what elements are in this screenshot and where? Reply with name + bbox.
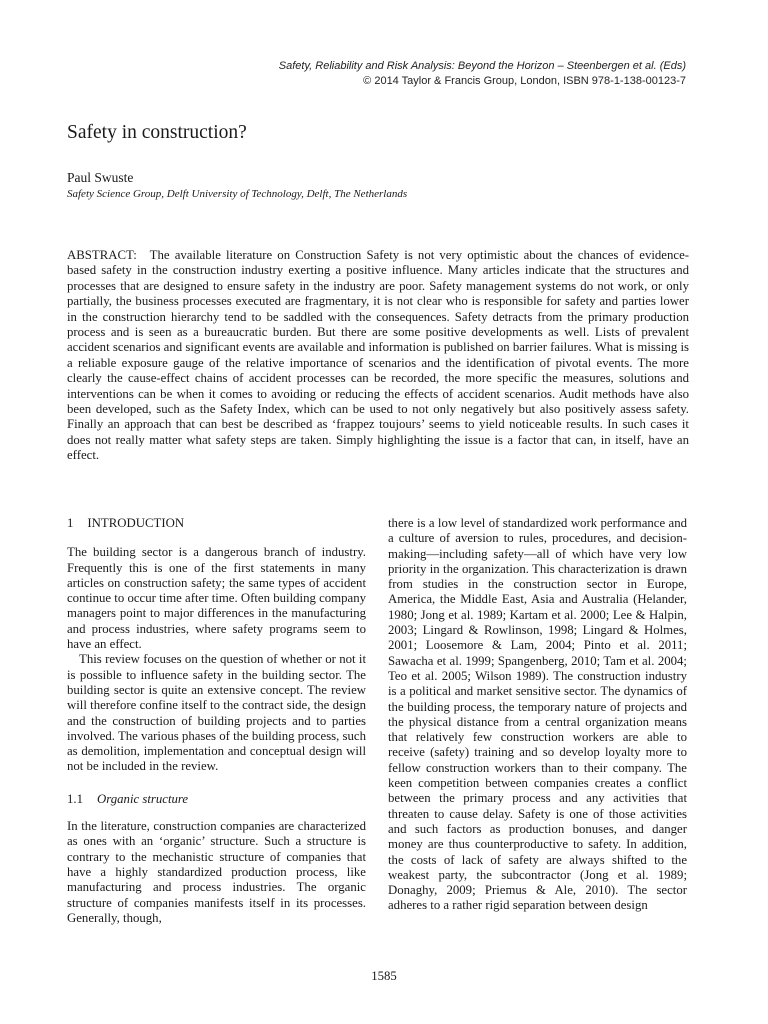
- organic-structure-paragraph: In the literature, construction companies are characterized as ones with an ‘organic’ structure. Such a structure is contrary to the mechanistic structure of companies that have a highly standardized production process, like manufacturing and process industries. The organic structure of companies manifests itself in its processes. Generally, though,: [67, 819, 366, 925]
- intro-paragraph-2: This review focuses on the question of whether or not it is possible to influence safety in the building sector. The building sector is quite an extensive concept. The review will therefore confine itself to the contract side, the design and the construction of building projects and to parties involved. The various phases of the building process, such as demolition, implementation and conceptual design will not be included in the review.: [67, 652, 367, 774]
- subsection-number: 1.1: [67, 791, 83, 806]
- author-affiliation: Safety Science Group, Delft University of Technology, Delft, The Netherlands: [67, 188, 408, 200]
- intro-paragraph-1: The building sector is a dangerous branch of industry. Frequently this is one of the first statements in many articles on construction safety; the same types of accident continue to occur time after time. Often building company managers point to major differences in the manufacturing and process industries, where safety programs seem to have an effect.: [67, 545, 366, 652]
- header-volume-line: Safety, Reliability and Risk Analysis: Beyond the Horizon – Steenbergen et al. (Eds): [278, 60, 686, 72]
- right-column-paragraph: there is a low level of standardized work performance and a culture of aversion to rules, procedures, and decision-making—including safety—all of which have very low priority in the organization. This characterization is drawn from studies in the construction sector in Europe, America, the Middle East, Asia and Australia (Helander, 1980; Jong et al. 1989; Kartam et al. 2000; Lee & Halpin, 2003; Lingard & Rowlinson, 1998; Lingard & Holmes, 2001; Loosemore & Lam, 2004; Pinto et al. 2011; Sawacha et al. 1999; Spangenberg, 2010; Tam et al. 2004; Teo et al. 2005; Wilson 1989). The construction industry is a political and market sensitive sector. The dynamics of the building process, the temporary nature of projects and the physical distance from a central organization means that relatively few construction workers are able to receive (safety) training and so develop loyalty more to fellow construction workers than to their company. The keen competition between companies creates a conflict between the primary process and any activities that threaten to cause delay. Safety is one of those activities and such factors as production bonuses, and danger money are thus counterproductive to safety. In addition, the costs of lack of safety are always shifted to the weakest party, the subcontractor (Jong et al. 1989; Donaghy, 2009; Priemus & Ale, 2010). The sector adheres to a rather rigid separation between design: [388, 516, 687, 913]
- abstract: [67, 248, 689, 464]
- right-column: [388, 516, 687, 914]
- page-number: 1585: [371, 969, 397, 983]
- section-number: 1: [67, 516, 74, 530]
- author-name: Paul Swuste: [67, 170, 134, 185]
- header-copyright-line: © 2014 Taylor & Francis Group, London, ISBN 978-1-138-00123-7: [363, 75, 686, 87]
- subsection-heading-organic-structure: [67, 792, 366, 807]
- running-header: [86, 59, 686, 89]
- section-heading-introduction: [67, 516, 366, 531]
- left-column: [67, 516, 366, 926]
- paper-title: Safety in construction?: [67, 122, 247, 143]
- subsection-title: Organic structure: [97, 791, 189, 806]
- abstract-label: ABSTRACT:: [67, 248, 137, 262]
- section-title: INTRODUCTION: [87, 516, 185, 530]
- abstract-text: The available literature on Construction Safety is not very optimistic about the chances of evidence-based safety in the construction industry exerting a positive influence. Many articles indicate that the structures and processes that are designed to ensure safety in the industry are poor. Safety management systems do not work, or only partially, the business processes executed are fragmentary, it is not clear who is responsible for safety and parties lower in the construction hierarchy tend to be saddled with the consequences. Safety detracts from the primary production process and is seen as a bureaucratic burden. But there are some positive developments as well. Lists of prevalent accident scenarios and significant events are available and information is published on barrier failures. What is missing is a reliable exposure gauge of the relative importance of scenarios and the identification of pivotal events. The more clearly the cause-effect chains of accident processes can be recorded, the more specific the measures, solutions and interventions can be when it comes to avoiding or reducing the effects of accident scenarios. Audit methods have also been developed, such as the Safety Index, which can be used to not only negatively but also positively assess safety. Finally an approach that can best be described as ‘frappez toujours’ seems to yield noticeable results. In such cases it does not really matter what safety steps are taken. Simply highlighting the issue is a factor that can, in itself, have an effect.: [67, 248, 690, 463]
